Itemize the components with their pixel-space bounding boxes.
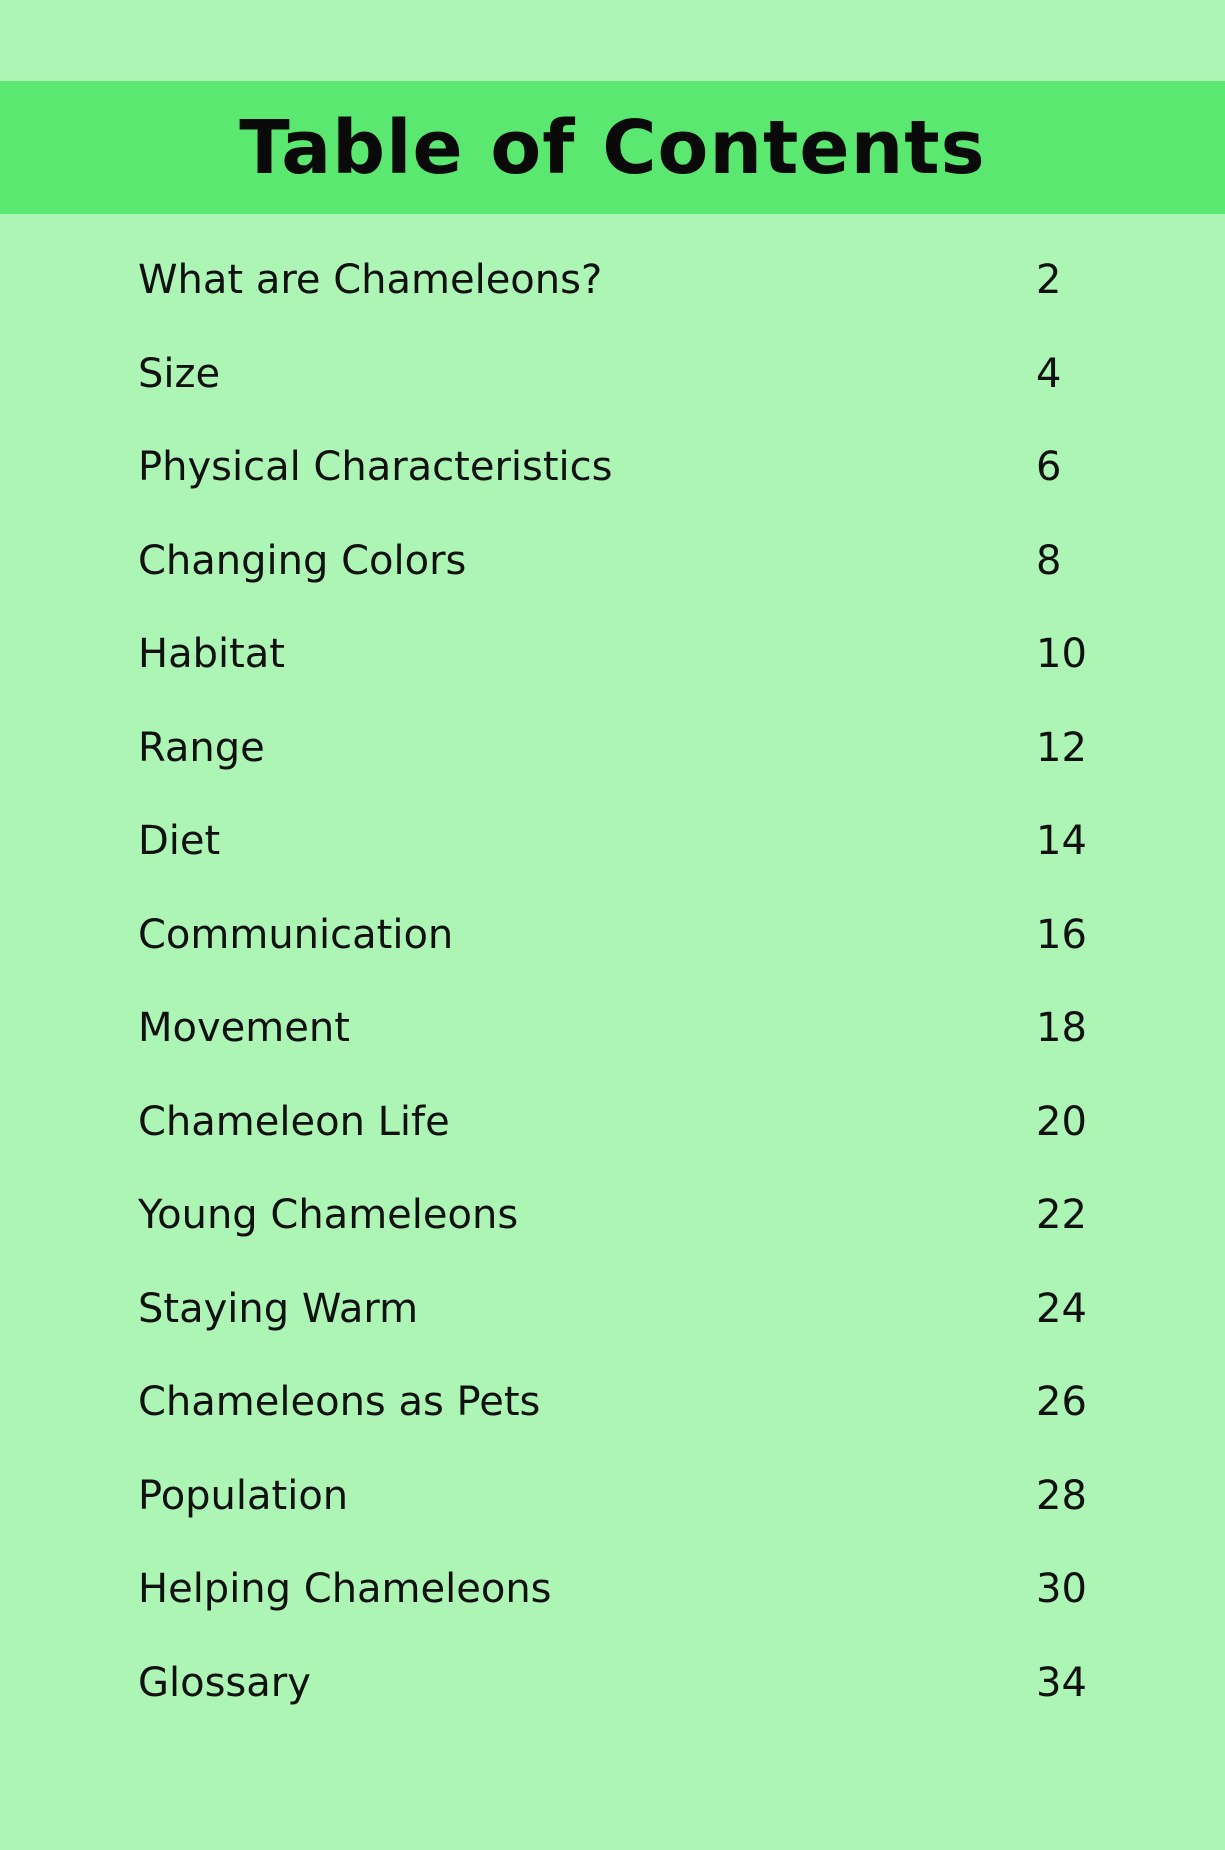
toc-entry-title: Diet	[138, 818, 221, 864]
toc-entry	[138, 533, 1088, 627]
toc-entry	[138, 1281, 1088, 1375]
toc-entry	[138, 626, 1088, 720]
toc-entry-title: Staying Warm	[138, 1285, 419, 1332]
toc-entry	[138, 252, 1088, 346]
toc-entry-page-number: 34	[1036, 1659, 1087, 1706]
toc-entry-title: Physical Characteristics	[138, 444, 613, 490]
toc-entry	[138, 1468, 1088, 1562]
toc-entry	[138, 720, 1088, 814]
toc-entry-page-number: 22	[1036, 1192, 1087, 1238]
toc-entry-page-number: 30	[1036, 1566, 1087, 1612]
toc-entry-page-number: 24	[1036, 1285, 1087, 1332]
toc-entry-page-number: 2	[1036, 257, 1062, 303]
toc-entry-page-number: 16	[1036, 911, 1087, 958]
table-of-contents-list	[138, 252, 1088, 1748]
toc-entry-page-number: 18	[1036, 1005, 1087, 1051]
toc-entry-page-number: 6	[1036, 444, 1062, 490]
toc-entry	[138, 1094, 1088, 1188]
toc-entry-page-number: 8	[1036, 537, 1062, 584]
toc-entry-title: Size	[138, 350, 221, 397]
toc-entry	[138, 907, 1088, 1001]
toc-entry-title: Helping Chameleons	[138, 1566, 552, 1612]
toc-entry	[138, 1561, 1088, 1655]
toc-entry-title: Range	[138, 724, 265, 771]
title-band	[0, 81, 1225, 214]
toc-entry-title: Glossary	[138, 1659, 311, 1706]
page-title: Table of Contents	[239, 104, 986, 191]
toc-entry-page-number: 10	[1036, 631, 1087, 677]
toc-entry-title: Movement	[138, 1005, 350, 1051]
toc-entry-title: Communication	[138, 911, 454, 958]
toc-entry-title: Habitat	[138, 631, 285, 677]
toc-entry-title: Young Chameleons	[138, 1192, 519, 1238]
toc-entry-title: Changing Colors	[138, 537, 467, 584]
toc-entry-page-number: 26	[1036, 1379, 1087, 1425]
toc-entry	[138, 1374, 1088, 1468]
toc-entry	[138, 1187, 1088, 1281]
toc-entry-title: Chameleon Life	[138, 1098, 450, 1145]
toc-entry	[138, 1000, 1088, 1094]
toc-entry	[138, 813, 1088, 907]
toc-entry	[138, 1655, 1088, 1749]
toc-entry-page-number: 14	[1036, 818, 1087, 864]
toc-entry-title: Population	[138, 1472, 349, 1519]
toc-entry-title: Chameleons as Pets	[138, 1379, 541, 1425]
toc-entry	[138, 346, 1088, 440]
toc-entry-title: What are Chameleons?	[138, 257, 603, 303]
toc-entry	[138, 439, 1088, 533]
toc-entry-page-number: 12	[1036, 724, 1087, 771]
toc-entry-page-number: 20	[1036, 1098, 1087, 1145]
toc-entry-page-number: 4	[1036, 350, 1062, 397]
toc-entry-page-number: 28	[1036, 1472, 1087, 1519]
